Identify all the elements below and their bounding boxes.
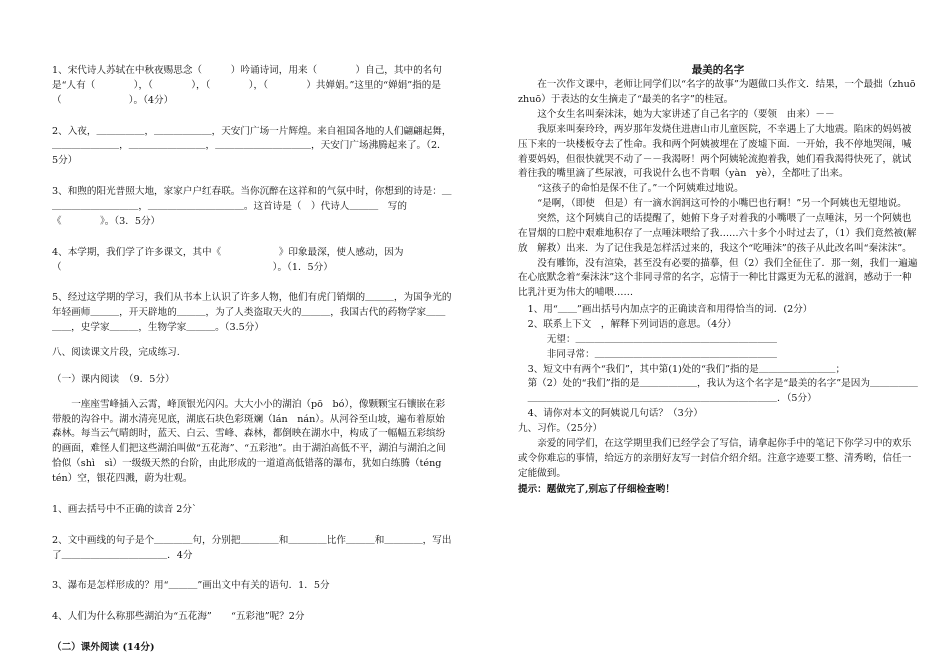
section-9-heading: 九、习作。（25分） xyxy=(518,423,603,435)
article-question-3: 3、短文中有两个“我们”，其中第(1)处的“我们”指的是＿＿＿＿＿＿＿＿； xyxy=(527,363,846,375)
article-question-2: 2、联系上下文 ，解释下列词语的意思。（4分） xyxy=(527,319,737,331)
article-paragraph-3: 我原来叫秦玲玲，两岁那年发烧住进唐山市儿童医院，不幸遇上了大地震。陷床的妈妈被压下来的一块楼板夺去了性命。我和两个阿姨被埋在了废墟下面．一开始，我不停地哭闹，喊着要妈妈，但很快就哭不动了－－我渴呀！两个阿姨轮流抱着我，她们看我渴得快死了，就试着往我的嘴里滴了些尿液，可我说什么也不肯咽（yàn yè），全都吐了出来。 xyxy=(518,123,912,180)
out-of-class-reading-heading: （二）课外阅读 (14分) xyxy=(52,642,155,654)
question-1: 1、宋代诗人苏轼在中秋夜赐思念（ ）吟诵诗词，用来（ ）自己，其中的名句是“人有（ ），（ ），（ ），（ ）共婵娟。”这里的“婵娟”指的是（ ）。（4分） xyxy=(52,65,442,106)
article-question-4: 4、请你对本文的阿姨说几句话？（3分） xyxy=(527,408,703,420)
left-column xyxy=(52,0,452,656)
article-paragraph-7: 没有雕饰，没有渲染，甚至没有必要的描摹，但（2）我们全征住了．那一刻，我们一遍遍在心底默念着“秦沫沫”这个非同寻常的名字，忘情于一种比甘露更为无私的滋润，感动于一种比乳汁更为伟大的哺喂…… xyxy=(518,257,918,299)
in-class-reading-heading: （一）课内阅读 （9．5分） xyxy=(52,373,175,385)
article-paragraph-1: 在一次作文课中，老师让同学们以“名字的故事”为题做口头作文．结果，一个最拙（zhuō zhuō）于表达的女生摘走了“最美的名字”的桂冠。 xyxy=(518,79,926,106)
reading-question-3: 3、瀑布是怎样形成的？用“＿＿＿”画出文中有关的语句．1．5分 xyxy=(52,580,330,592)
reminder-tip: 提示：题做完了,别忘了仔细检查哟！ xyxy=(518,484,675,496)
right-column xyxy=(518,0,926,498)
word-meaning-line-2: 非同寻常：＿＿＿＿＿＿＿＿＿＿＿＿＿＿＿＿＿＿＿ xyxy=(537,348,778,360)
article-paragraph-6: 突然，这个阿姨自己的话提醒了，她俯下身子对着我的小嘴喂了一点唾沫，另一个阿姨也在冒烟的口腔中艰难地积存了一点唾沫喂给了我……六十多个小时过去了，（1）我们竟然被(解放 解救）出来．为了记住我是怎样活过来的，我这个“吃唾沫”的孩子从此改名叫“秦沫沫”。 xyxy=(518,213,917,254)
question-4: 4、本学期，我们学了许多课文，其中《 》印象最深，使人感动，因为（ ）。（1．5分） xyxy=(52,246,404,273)
reading-question-1: 1、画去括号中不正确的读音 2分` xyxy=(52,503,197,515)
composition-prompt: 亲爱的同学们，在这学期里我们已经学会了写信，请拿起你手中的笔记下你学习中的欢乐或令你难忘的事情，给远方的亲朋好友写一封信介绍介绍。注意字迹要工整、清秀哟，信任一定能做到。 xyxy=(518,437,912,479)
question-5: 5、经过这学期的学习，我们从书本上认识了许多人物，他们有虎门销烟的＿＿＿，为国争光的年轻画师＿＿＿，开天辟地的＿＿＿，为了人类盗取天火的＿＿＿，我国古代的药物学家＿＿＿＿，史学家＿＿＿，生物学家＿＿＿。（3.5分） xyxy=(52,292,452,334)
article-paragraph-4: “这孩子的命怕是保不住了。”一个阿姨难过地说。 xyxy=(537,183,744,195)
article-paragraph-2: 这个女生名叫秦沫沫，她为大家讲述了自己名字的（要领 由来）－－ xyxy=(537,108,835,120)
question-2: 2、入夜，＿＿＿＿＿，＿＿＿＿＿＿，天安门广场一片辉煌。来自祖国各地的人们翩翩起舞，＿＿＿＿＿＿＿，＿＿＿＿＿＿＿＿，＿＿＿＿＿＿＿＿＿＿，天安门广场沸腾起来了。（2．5分） xyxy=(52,125,452,167)
reading-question-4: 4、人们为什么称那些湖泊为“五花海” “五彩池”呢？2分 xyxy=(52,611,305,623)
article-question-1: 1、用“＿＿”画出括号内加点字的正确读音和用得恰当的词．(2分） xyxy=(527,304,813,316)
article-question-3-continued: 第（2）处的“我们”指的是＿＿＿＿＿＿，我认为这个名字是“最美的名字”是因为＿＿＿＿＿＿＿＿＿＿＿＿＿＿＿＿＿＿＿＿＿＿＿＿＿＿＿＿＿＿＿．（5分） xyxy=(527,378,918,405)
reading-passage: 一座座雪峰插入云霄，峰顶银光闪闪。大大小小的湖泊（pō bó），像颗颗宝石镶嵌在彩带般的沟谷中。湖水清亮见底，湖底石块色彩斑斓（lán nán）。从河谷至山坡，遍布着原始森林。每当云气晴朗时，蓝天、白云、雪峰、森林，都倒映在湖水中，构成了一幅幅五彩缤纷的画面，难怪人们把这些湖泊叫做“五花海”、“五彩池”。由于湖泊高低不平，湖泊与湖泊之间恰似（shì sì）一级级天然的台阶，由此形成的一道道高低错落的瀑布，犹如白练腾（téng tén）空，银花四溅，蔚为壮观。 xyxy=(52,398,451,485)
word-meaning-line-1: 无望：＿＿＿＿＿＿＿＿＿＿＿＿＿＿＿＿＿＿＿＿＿ xyxy=(537,333,778,345)
section-8-heading: 八、阅读课文片段，完成练习. xyxy=(52,347,180,359)
reading-question-2: 2、文中画线的句子是个＿＿＿＿句，分别把＿＿＿＿和＿＿＿＿比作＿＿＿和＿＿＿＿，写出了＿＿＿＿＿＿＿＿＿＿＿．4分 xyxy=(52,534,452,561)
question-3: 3、和煦的阳光普照大地，家家户户红春联。当你沉醉在这祥和的气氛中时，你想到的诗是：＿＿＿＿＿＿＿＿＿＿，＿＿＿＿＿＿＿＿＿＿。这首诗是（ ）代诗人＿＿＿ 写的《 》。（3．5分） xyxy=(52,186,452,227)
article-paragraph-5: “是啊，（即使 但是）有一滴水润润这可怜的小嘴巴也行啊！”另一个阿姨也无望地说。 xyxy=(537,198,907,210)
article-title: 最美的名字 xyxy=(691,64,745,76)
